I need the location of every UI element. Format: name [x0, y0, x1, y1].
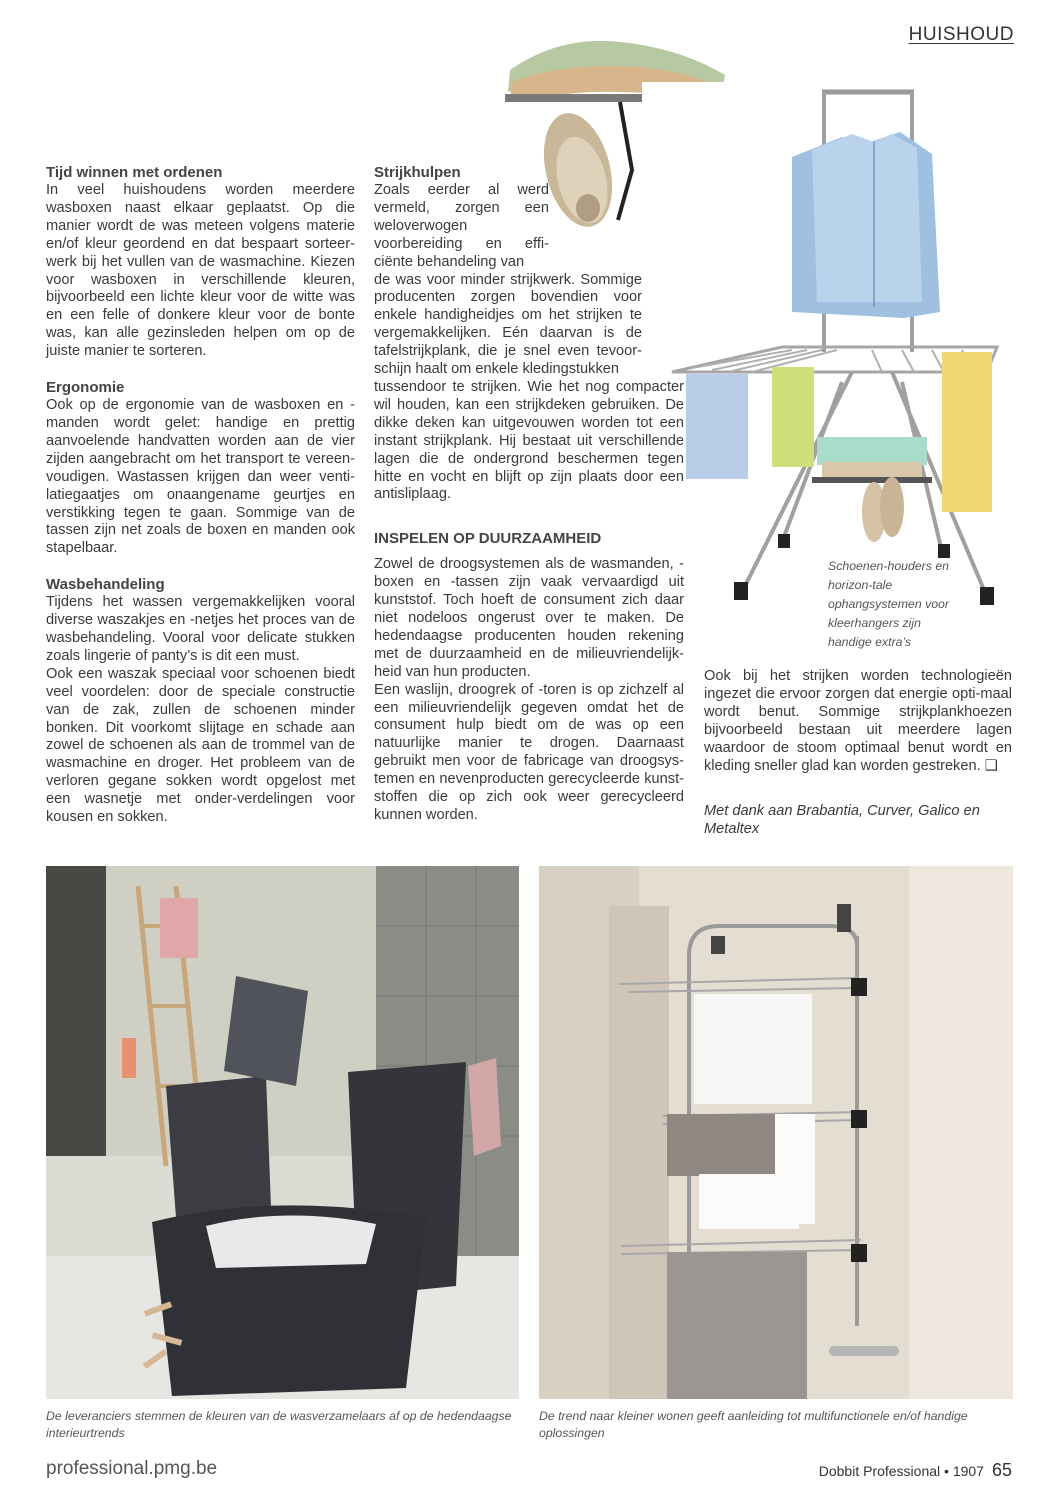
paragraph-schoenen: Ook een waszak speciaal voor schoenen biedt veel voordelen: door de speciale constructie van de zak, zullen de schoenen minder bonken. Dit voorkomt slijtage en schade aan zowel de schoenen als aan de trommel van de wasmachine en droger. Het probleem van de verloren gegane sokken wordt opgelost met een wasnetje met onder-verdelingen voor kousen en sokken. [46, 665, 355, 826]
heading-strijkhulpen: Strijkhulpen [374, 164, 461, 181]
heading-tijd-winnen: Tijd winnen met ordenen [46, 164, 223, 181]
heading-ergonomie: Ergonomie [46, 379, 125, 397]
door-rack-photo-caption: De trend naar kleiner wonen geeft aanleiding tot multifunctionele en/of handige oplossingen [539, 1409, 968, 1440]
paragraph-strijkhulpen-end: tussendoor te strijken. Wie het nog compacter wil houden, kan een strijkdeken gebruiken. De dikke deken kan uitgevouwen worden tot een instant strijkplank. Hij bestaat uit verschillende lagen die de ondergrond beschermen tegen hitte en vocht en blijft op zijn plaats door een antisliplaag. [374, 378, 684, 503]
paragraph-strijkhulpen-start: Zoals eerder al werd vermeld, zorgen een weloverwogen voorbereiding en effi-ciënte behandeling van [374, 182, 549, 270]
baskets-photo-caption: De leveranciers stemmen de kleuren van de wasverzamelaars af op de hedendaagse interieurtrends [46, 1409, 512, 1440]
article-column-3 [704, 668, 1012, 839]
paragraph-strijkhulpen-middle: de was voor minder strijkwerk. Sommige producenten zorgen bovendien voor enkele handigheidjes om het strijken te vergemakkelijken. Eén daarvan is de tafelstrijkplank, die je snel even tevoor-schijn haalt om enkele kledingstukken [374, 271, 642, 378]
paragraph-wasbehandeling: Tijdens het wassen vergemakkelijken vooral diverse waszakjes en -netjes het proces van de wasbehandeling. Vooral voor delicate stukken zoals lingerie of panty’s is dit een must. [46, 594, 355, 664]
footer-publication [819, 1460, 1012, 1481]
door-rack-photo [539, 866, 1013, 1399]
article-column-2 [374, 164, 684, 825]
paragraph-duurzaamheid: Zowel de droogsystemen als de wasmanden, -boxen en -tassen zijn vaak vervaardigd uit kunststof. Toch hoeft de consument zich daar niet nodeloos ongerust over te maken. De hedendaagse producenten houden rekening met de duurzaamheid en de milieuvriendelijk-heid van hun producten. [374, 556, 684, 680]
laundry-baskets-photo [46, 866, 519, 1399]
section-tag: HUISHOUD [908, 24, 1014, 45]
publication-name: Dobbit Professional • 1907 [818, 1463, 984, 1479]
paragraph-ordenen: In veel huishoudens worden meerdere wasboxen naast elkaar geplaatst. Op die manier wordt de was meteen volgens materie en/of kleur geordend en dat bespaart sorteer-werk bij het vullen van de wasmachine. Kiezen voor wasboxen in verschillende kleuren, bijvoorbeeld een lichte kleur voor de witte was en een felle of donkere kleur voor de bonte was, kan alle gezinsleden helpen om op de juiste manier te sorteren. [46, 182, 355, 360]
paragraph-waslijn: Een waslijn, droogrek of -toren is op zichzelf al een milieuvriendelijk gegeven omdat het de consument hulp biedt om de was op een natuurlijke manier te drogen. Daarnaast gebruikt men voor de fabricage van droogsys-temen en nevenproducten gerecycleerde kunst-stoffen die op zich ook weer gerecycleerd kunnen worden. [374, 681, 684, 823]
credits: Met dank aan Brabantia, Curver, Galico en Metaltex [704, 803, 980, 838]
heading-wasbehandeling: Wasbehandeling [46, 576, 165, 594]
paragraph-ergonomie: Ook op de ergonomie van de wasboxen en -manden wordt gelet: handige en prettig aanvoelende handvatten worden aan de vier zijden aangebracht om het transport te vereen-voudigen. Wastassen krijgen dan weer venti-latiegaatjes om onaangename geurtjes en verstikking tegen te gaan. Sommige van de tassen zijn net zoals de boxen en manden ook stapelbaar. [46, 397, 355, 557]
rack-photo-caption: Schoenen-houders en horizon-tale ophangsystemen voor kleerhangers zijn handige extra’s [828, 559, 950, 649]
heading-duurzaamheid: INSPELEN OP DUURZAAMHEID [374, 530, 602, 548]
footer-url: professional.pmg.be [46, 1458, 218, 1479]
article-column-1 [46, 164, 355, 827]
paragraph-strijken-technologie: Ook bij het strijken worden technologieën ingezet die ervoor zorgen dat energie opti-maal wordt benut. Sommige strijkplankhoezen bijvoorbeeld bestaan uit meerdere lagen waardoor de stoom optimaal benut wordt en kleding sneller glad kan worden gestreken. ❑ [704, 668, 1012, 774]
page-number: 65 [991, 1460, 1012, 1480]
drying-rack-photo [642, 82, 1002, 612]
end-mark-icon: ❑ [984, 757, 998, 774]
